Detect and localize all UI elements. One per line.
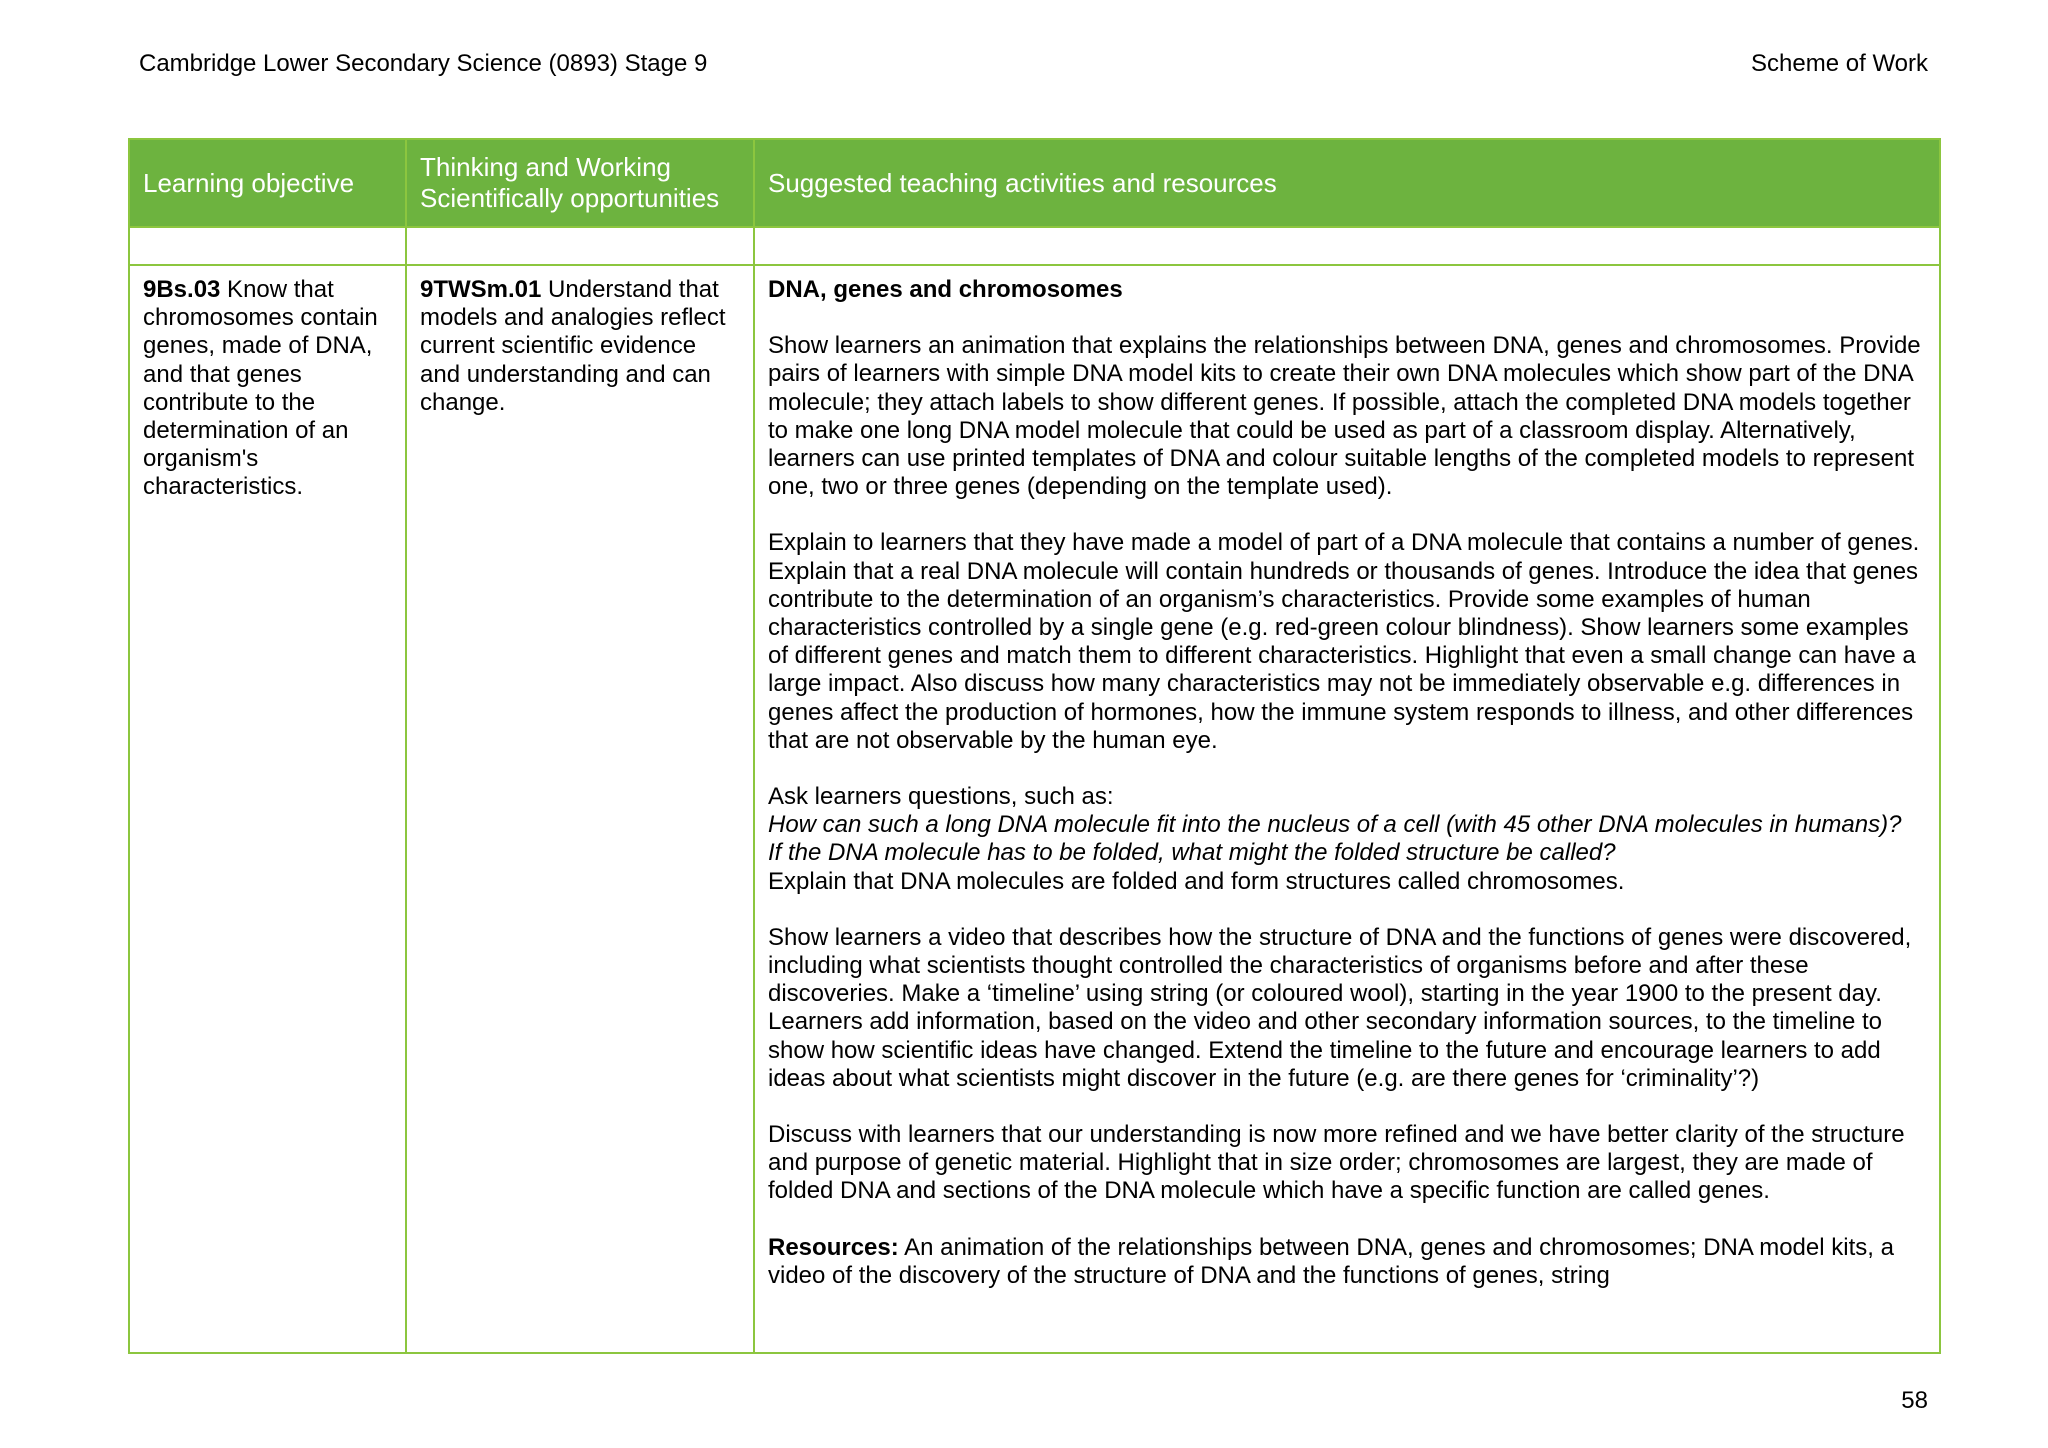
activity-heading: DNA, genes and chromosomes	[768, 276, 1123, 303]
column-header-tws-opportunities: Thinking and Working Scientifically opportunities	[406, 139, 754, 227]
questions-intro: Ask learners questions, such as:	[768, 783, 1114, 811]
activity-paragraph-5: Discuss with learners that our understanding is now more refined and we have better clarity of the structure and purpose of genetic material. Highlight that in size order; chromosomes are largest, they are made of folded DNA and sections of the DNA molecule which have a specific function are called genes.	[768, 1121, 1905, 1205]
table-spacer-row	[129, 227, 1940, 265]
page-number: 58	[1901, 1387, 1928, 1414]
questions-block	[768, 783, 1927, 896]
teaching-activities-cell	[754, 265, 1940, 1353]
resources-line	[768, 1234, 1927, 1290]
question-1: How can such a long DNA molecule fit into the nucleus of a cell (with 45 other DNA molecules in humans)?	[768, 811, 1902, 839]
spacer-cell	[406, 227, 754, 265]
column-header-teaching-activities: Suggested teaching activities and resources	[754, 139, 1940, 227]
activity-paragraph-2: Explain to learners that they have made a model of part of a DNA molecule that contains a number of genes. Explain that a real DNA molecule will contain hundreds or thousands of genes. Introduce the idea that genes contribute to the determination of an organism’s characteristics. Provide some examples of human characteristics controlled by a single gene (e.g. red-green colour blindness). Show learners some examples of different genes and match them to different characteristics. Highlight that even a small change can have a large impact. Also discuss how many characteristics may not be immediately observable e.g. differences in genes affect the production of hormones, how the immune system responds to illness, and other differences that are not observable by the human eye.	[768, 529, 1920, 754]
activity-paragraph-4: Show learners a video that describes how the structure of DNA and the functions of genes were discovered, including what scientists thought controlled the characteristics of organisms before and after these discoveries. Make a ‘timeline’ using string (or coloured wool), starting in the year 1900 to the present day. Learners add information, based on the video and other secondary information sources, to the timeline to show how scientific ideas have changed. Extend the timeline to the future and encourage learners to add ideas about what scientists might discover in the future (e.g. are there genes for ‘criminality’?)	[768, 923, 1912, 1092]
learning-objective-cell	[129, 265, 406, 1353]
activity-paragraph-1: Show learners an animation that explains the relationships between DNA, genes and chromosomes. Provide pairs of learners with simple DNA model kits to create their own DNA molecules which show part of the DNA molecule; they attach labels to show different genes. If possible, attach the completed DNA models together to make one long DNA model molecule that could be used as part of a classroom display. Alternatively, learners can use printed templates of DNA and colour suitable lengths of the completed models to represent one, two or three genes (depending on the template used).	[768, 332, 1921, 501]
tws-text: Understand that models and analogies reflect current scientific evidence and understanding and can change.	[420, 276, 726, 416]
document-type: Scheme of Work	[1751, 50, 1928, 77]
table-header-row	[129, 139, 1940, 227]
resources-text: An animation of the relationships between DNA, genes and chromosomes; DNA model kits, a video of the discovery of the structure of DNA and the functions of genes, string	[768, 1233, 1894, 1289]
scheme-of-work-table	[128, 138, 1941, 1354]
column-header-learning-objective: Learning objective	[129, 139, 406, 227]
questions-followup: Explain that DNA molecules are folded and form structures called chromosomes.	[768, 867, 1625, 895]
table-row	[129, 265, 1940, 1353]
tws-opportunity-cell	[406, 265, 754, 1353]
question-2: If the DNA molecule has to be folded, what might the folded structure be called?	[768, 839, 1616, 867]
spacer-cell	[754, 227, 1940, 265]
document-title: Cambridge Lower Secondary Science (0893) Stage 9	[139, 50, 708, 77]
tws-code: 9TWSm.01	[420, 276, 542, 303]
objective-code: 9Bs.03	[143, 276, 221, 303]
resources-label: Resources:	[768, 1233, 899, 1261]
objective-text: Know that chromosomes contain genes, made of DNA, and that genes contribute to the determination of an organism's characteristics.	[143, 276, 378, 501]
spacer-cell	[129, 227, 406, 265]
